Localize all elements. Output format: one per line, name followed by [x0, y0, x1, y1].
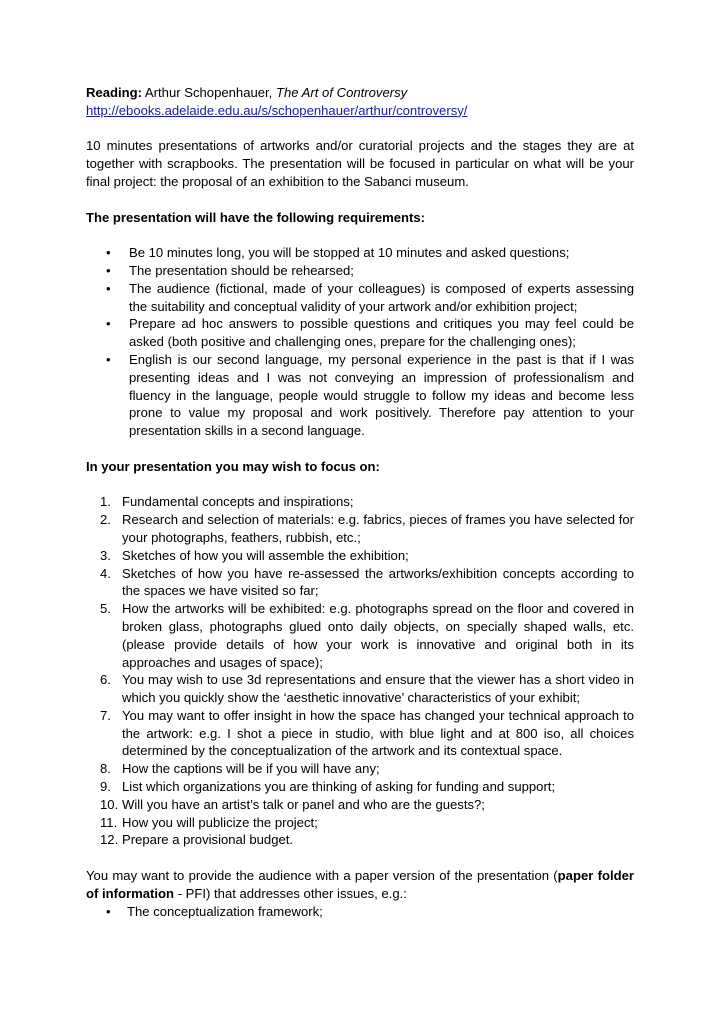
focus-heading: In your presentation you may wish to focus on: [86, 458, 380, 474]
list-item: 10. Will you have an artist’s talk or panel and who are the guests?; [100, 796, 485, 812]
bullet-icon: • [106, 903, 111, 919]
reading-url-link[interactable]: http://ebooks.adelaide.edu.au/s/schopenhauer/arthur/controversy/ [86, 102, 468, 118]
reading-title: The Art of Controversy [275, 85, 408, 100]
list-item: • English is our second language, my personal experience in the past is that if I was presenting ideas and I was not conveying an impression of professionalism and fluency in the language, people would struggle to follow my ideas and become less prone to value my proposal and work positively. Therefore pay attention to your presentation skills in a second language. [106, 351, 634, 439]
bullet-icon: • [106, 245, 111, 261]
list-item: 8. How the captions will be if you will have any; [100, 761, 380, 777]
list-item: 7. You may want to offer insight in how the space has changed your technical approach to the artwork: e.g. I shot a piece in studio, with blue light and at 800 iso, all choices determined by the conceptualization of the artwork and its contextual space. [100, 707, 634, 759]
list-item: 9. List which organizations you are thinking of asking for funding and support; [100, 779, 556, 795]
list-item: • Prepare ad hoc answers to possible questions and critiques you may feel could be asked (both positive and challenging ones, prepare for the challenging ones); [106, 316, 634, 350]
requirements-list [86, 244, 634, 440]
requirements-heading: The presentation will have the following requirements: [86, 209, 426, 225]
reading-line [86, 84, 634, 102]
list-item: • The audience (fictional, made of your colleagues) is composed of experts assessing the suitability and conceptual validity of your artwork and/or exhibition project; [106, 280, 634, 314]
list-item: • Be 10 minutes long, you will be stopped at 10 minutes and asked questions; [106, 245, 570, 261]
intro-paragraph: 10 minutes presentations of artworks and/or curatorial projects and the stages they are at together with scrapbooks. The presentation will be focused in particular on what will be your final project: the proposal of an exhibition to the Sabanci museum. [86, 138, 634, 189]
reading-author: Arthur Schopenhauer, [142, 85, 276, 100]
document-page [86, 84, 634, 920]
pfi-bold-text: paper folder of information [86, 868, 634, 901]
list-item: 11. How you will publicize the project; [100, 814, 318, 830]
list-item: 12. Prepare a provisional budget. [100, 832, 294, 848]
reading-url-line [86, 102, 634, 120]
bullet-icon: • [106, 351, 111, 367]
list-item: 2. Research and selection of materials: e.g. fabrics, pieces of frames you have selected for your photographs, feathers, rubbish, etc.; [100, 512, 634, 545]
list-item: 1. Fundamental concepts and inspirations; [100, 494, 354, 510]
list-item: 3. Sketches of how you will assemble the exhibition; [100, 547, 409, 563]
reading-label: Reading: [86, 85, 143, 100]
closing-list [86, 903, 634, 921]
list-item: • The conceptualization framework; [106, 903, 323, 919]
bullet-icon: • [106, 280, 111, 296]
list-item: 5. How the artworks will be exhibited: e.g. photographs spread on the floor and covered in broken glass, photographs glued onto daily objects, on specially shaped walls, etc. (please provide details of how your work is innovative and original both in its approaches and usages of space); [100, 601, 634, 670]
list-item: • The presentation should be rehearsed; [106, 262, 354, 278]
closing-paragraph: You may want to provide the audience with a paper version of the presentation (paper folder of information - PFI) that addresses other issues, e.g.: [86, 868, 634, 901]
bullet-icon: • [106, 316, 111, 332]
list-item: 4. Sketches of how you have re-assessed the artworks/exhibition concepts according to the spaces we have visited so far; [100, 565, 634, 599]
bullet-icon: • [106, 262, 111, 278]
list-item: 6. You may wish to use 3d representations and ensure that the viewer has a short video in which you quickly show the ‘aesthetic innovative’ characteristics of your exhibit; [100, 672, 634, 706]
focus-list [86, 493, 634, 849]
